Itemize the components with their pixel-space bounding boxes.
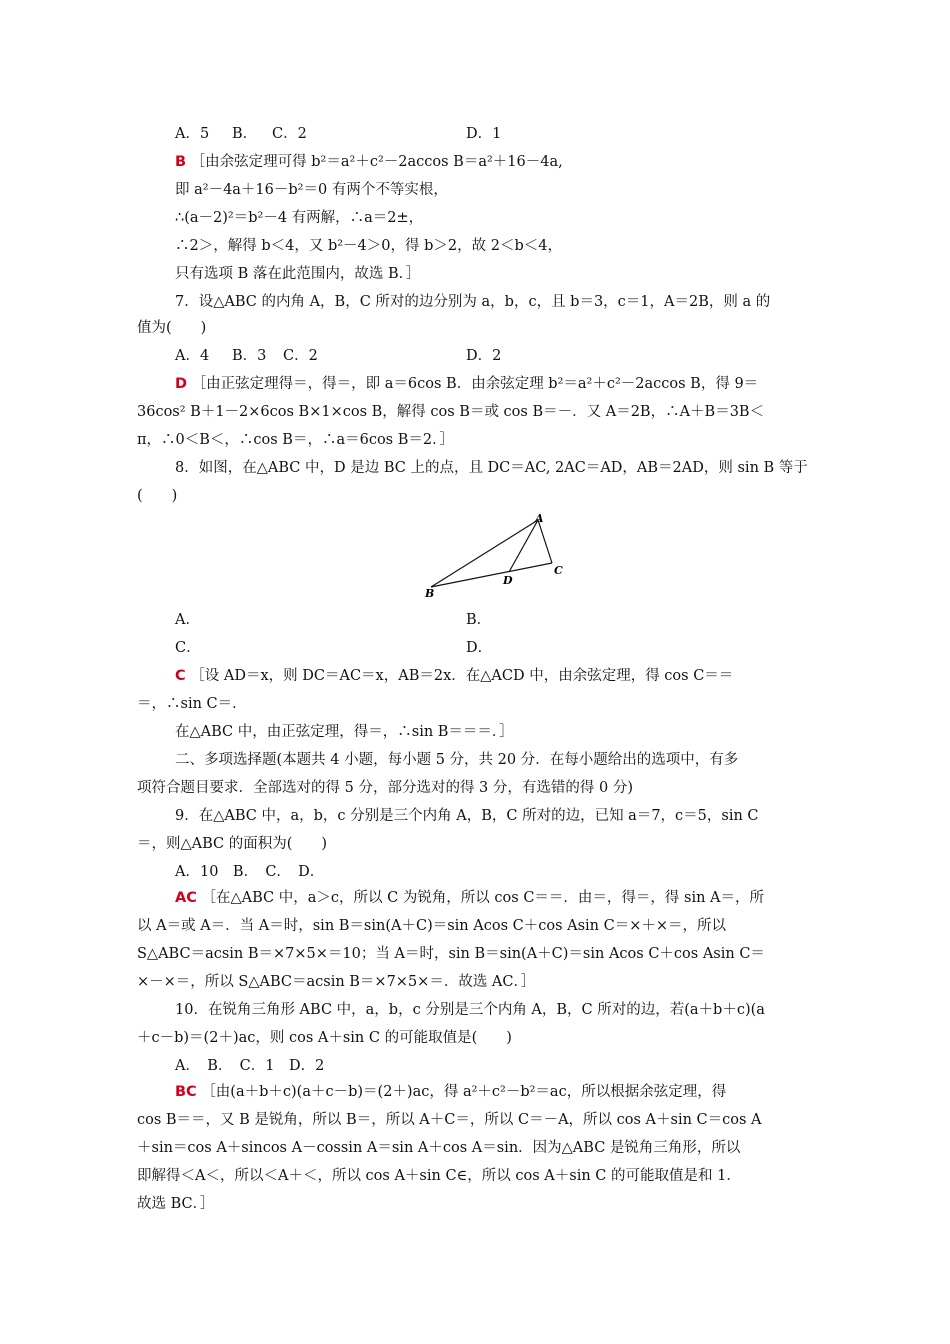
q10-sol-text: ［由(a＋b＋c)(a＋c－b)＝(2＋)ac，得 a²＋c²－b²＝ac，所以根据余弦定理，得 [201, 1084, 727, 1100]
section-heading: 二、多项选择题(本题共 4 小题，每小题 5 分，共 20 分．在每小题给出的选项中，有多 [175, 752, 739, 768]
q8-option-d: D． [466, 640, 493, 656]
section-heading-cont: 项符合题目要求．全部选对的得 5 分，部分选对的得 3 分，有选错的得 0 分) [137, 780, 633, 796]
q6-solution-line [175, 152, 563, 172]
vertex-label-c: C [554, 564, 563, 577]
q7-sol-line-3: π，∴0＜B＜，∴cos B＝，∴a＝6cos B＝2．］ [137, 432, 454, 448]
triangle-figure [415, 510, 575, 600]
q9-solution-line [175, 888, 764, 908]
q9-answer: AC [175, 890, 197, 906]
q10-stem: 10．在锐角三角形 ABC 中，a，b，c 分别是三个内角 A，B，C 所对的边，若(a＋b＋c)(a [175, 1002, 765, 1018]
q8-stem-cont: ( ) [137, 488, 178, 504]
q10-options: A． B． C．1 D．2 [175, 1058, 325, 1074]
q8-sol-text: ［设 AD＝x，则 DC＝AC＝x，AB＝2x．在△ACD 中，由余弦定理，得 cos C＝＝ [190, 668, 734, 684]
q6-sol-line-4: ∴2＞，解得 b＜4，又 b²－4＞0，得 b＞2，故 2＜b＜4， [175, 238, 562, 254]
q7-stem-cont: 值为( ) [137, 320, 207, 336]
q9-sol-line-4: ×－×＝，所以 S△ABC＝acsin B＝×7×5×＝．故选 AC．］ [137, 974, 536, 990]
q7-option-b: B．3 [232, 348, 267, 364]
q8-answer: C [175, 668, 186, 684]
q10-sol-line-2: cos B＝＝，又 B 是锐角，所以 B＝，所以 A＋C＝，所以 C＝－A，所以 cos A＋sin C＝cos A [137, 1112, 762, 1128]
q9-options: A．10 B． C． D． [175, 864, 325, 880]
q7-option-c: C．2 [283, 348, 318, 364]
q8-option-a: A． [175, 612, 200, 628]
q9-sol-text: ［在△ABC 中，a＞c，所以 C 为锐角，所以 cos C＝＝．由＝，得＝，得 sin A＝，所 [201, 890, 765, 906]
q10-sol-line-4: 即解得＜A＜，所以＜A＋＜，所以 cos A＋sin C∈，所以 cos A＋sin C 的可能取值是和 1． [137, 1168, 741, 1184]
q10-sol-line-3: ＋sin＝cos A＋sincos A－cossin A＝sin A＋cos A＝sin．因为△ABC 是锐角三角形，所以 [137, 1140, 741, 1156]
q9-sol-line-2: 以 A＝或 A＝．当 A＝时，sin B＝sin(A＋C)＝sin Acos C＋cos Asin C＝×＋×＝，所以 [137, 918, 727, 934]
segment-ad [509, 520, 538, 572]
q6-sol-text: ［由余弦定理可得 b²＝a²＋c²－2accos B＝a²＋16－4a, [190, 154, 563, 170]
q6-sol-line-5: 只有选项 B 落在此范围内，故选 B．］ [175, 266, 421, 282]
vertex-label-b: B [425, 587, 435, 600]
q10-solution-line [175, 1082, 726, 1102]
q6-option-a: A．5 [175, 126, 210, 142]
q7-sol-line-2: 36cos² B＋1－2×6cos B×1×cos B，解得 cos B＝或 cos B＝－．又 A＝2B，∴A＋B＝3B＜ [137, 404, 765, 420]
vertex-label-d: D [503, 574, 513, 587]
q10-answer: BC [175, 1084, 197, 1100]
q6-option-d: D．1 [466, 126, 502, 142]
q6-answer: B [175, 154, 187, 170]
q6-option-b: B． [232, 126, 258, 142]
q7-option-a: A．4 [175, 348, 210, 364]
q6-sol-line-2: 即 a²－4a＋16－b²＝0 有两个不等实根， [175, 182, 448, 198]
q9-stem: 9．在△ABC 中，a，b，c 分别是三个内角 A，B，C 所对的边，已知 a＝7，c＝5，sin C [175, 808, 759, 824]
q8-sol-line-3: 在△ABC 中，由正弦定理，得＝，∴sin B＝＝＝．］ [175, 724, 514, 740]
vertex-label-a: A [535, 512, 544, 525]
q9-sol-line-3: S△ABC＝acsin B＝×7×5×＝10；当 A＝时，sin B＝sin(A＋C)＝sin Acos C＋cos Asin C＝ [137, 946, 765, 962]
q9-stem-cont: ＝，则△ABC 的面积为( ) [137, 836, 328, 852]
q10-sol-line-5: 故选 BC．］ [137, 1196, 215, 1212]
q10-stem-cont: ＋c－b)＝(2＋)ac，则 cos A＋sin C 的可能取值是( ) [137, 1030, 512, 1046]
q7-option-d: D．2 [466, 348, 502, 364]
segment-ac [538, 520, 552, 563]
q7-answer: D [175, 376, 188, 392]
q7-stem: 7．设△ABC 的内角 A，B，C 所对的边分别为 a，b，c，且 b＝3，c＝1，A＝2B，则 a 的 [175, 294, 771, 310]
q6-sol-line-3: ∴(a－2)²＝b²－4 有两解，∴a＝2±， [175, 210, 424, 226]
q8-sol-line-2: ＝，∴sin C＝． [137, 696, 247, 712]
q6-option-c: C．2 [272, 126, 307, 142]
q7-sol-text: ［由正弦定理得＝，得＝，即 a＝6cos B．由余弦定理 b²＝a²＋c²－2accos B，得 9＝ [191, 376, 759, 392]
q8-option-b: B． [466, 612, 492, 628]
q8-stem: 8．如图，在△ABC 中，D 是边 BC 上的点，且 DC＝AC, 2AC＝AD，AB＝2AD，则 sin B 等于 [175, 460, 808, 476]
q7-solution-line [175, 374, 758, 394]
q8-option-c: C． [175, 640, 201, 656]
q8-solution-line [175, 666, 733, 686]
